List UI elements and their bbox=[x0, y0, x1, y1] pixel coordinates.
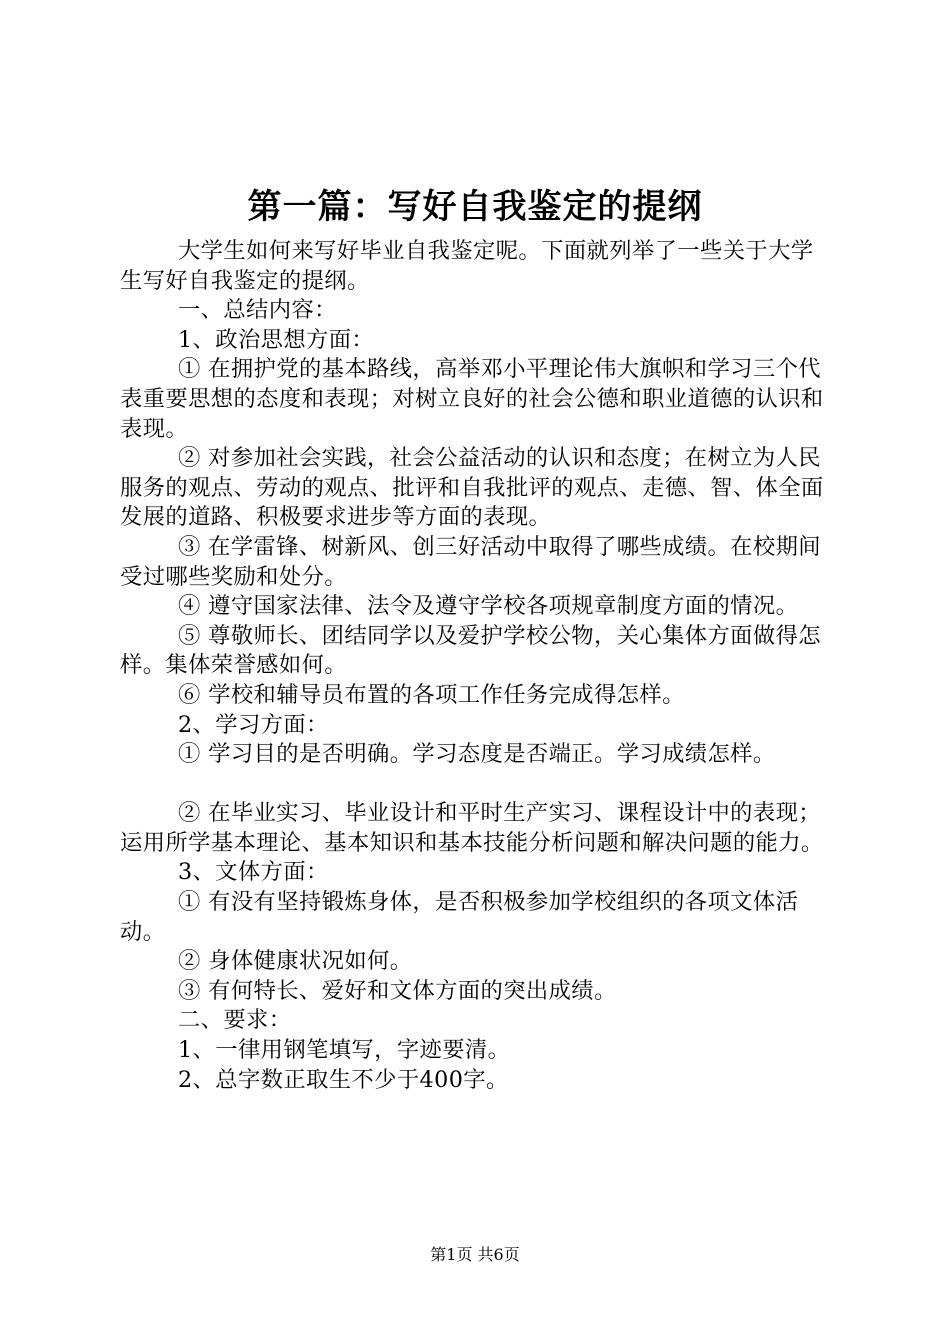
list-item: ② 身体健康状况如何。 bbox=[177, 948, 413, 975]
paragraph-intro: 大学生如何来写好毕业自我鉴定呢。下面就列举了一些关于大学生写好自我鉴定的提纲。 bbox=[120, 238, 814, 294]
subsection-heading-study: 2、学习方面： bbox=[177, 711, 329, 738]
list-item: ② 对参加社会实践，社会公益活动的认识和态度；在树立为人民服务的观点、劳动的观点、批评和自我批评的观点、走德、智、体全面发展的道路、积极要求进步等方面的表现。 bbox=[120, 445, 824, 531]
section-heading-requirements: 二、要求： bbox=[177, 1007, 292, 1034]
list-item: ① 有没有坚持锻炼身体，是否积极参加学校组织的各项文体活动。 bbox=[120, 889, 799, 945]
subsection-heading-sports: 3、文体方面： bbox=[177, 859, 329, 886]
document-title: 第一篇：写好自我鉴定的提纲 bbox=[247, 187, 703, 227]
list-item: ⑥ 学校和辅导员布置的各项工作任务完成得怎样。 bbox=[177, 681, 685, 708]
subsection-heading-politics: 1、政治思想方面： bbox=[177, 326, 375, 353]
list-item: 2、总字数正取生不少于400字。 bbox=[177, 1066, 509, 1093]
section-heading-summary: 一、总结内容： bbox=[177, 297, 337, 324]
list-item: ② 在毕业实习、毕业设计和平时生产实习、课程设计中的表现；运用所学基本理论、基本知识和基本技能分析问题和解决问题的能力。 bbox=[120, 800, 824, 856]
list-item: ① 在拥护党的基本路线，高举邓小平理论伟大旗帜和学习三个代表重要思想的态度和表现；对树立良好的社会公德和职业道德的认识和表现。 bbox=[120, 356, 824, 442]
page-footer: 第1页 共6页 bbox=[430, 1245, 520, 1264]
list-item: ⑤ 尊敬师长、团结同学以及爱护学校公物，关心集体方面做得怎样。集体荣誉感如何。 bbox=[120, 622, 821, 679]
list-item: ① 学习目的是否明确。学习态度是否端正。学习成绩怎样。 bbox=[177, 741, 776, 768]
list-item: ③ 在学雷锋、树新风、创三好活动中取得了哪些成绩。在校期间受过哪些奖励和处分。 bbox=[120, 533, 821, 590]
list-item: ④ 遵守国家法律、法令及遵守学校各项规章制度方面的情况。 bbox=[177, 593, 799, 620]
list-item: 1、一律用钢笔填写，字迹要清。 bbox=[177, 1037, 511, 1064]
document-body bbox=[120, 237, 834, 1095]
list-item: ③ 有何特长、爱好和文体方面的突出成绩。 bbox=[177, 977, 617, 1004]
